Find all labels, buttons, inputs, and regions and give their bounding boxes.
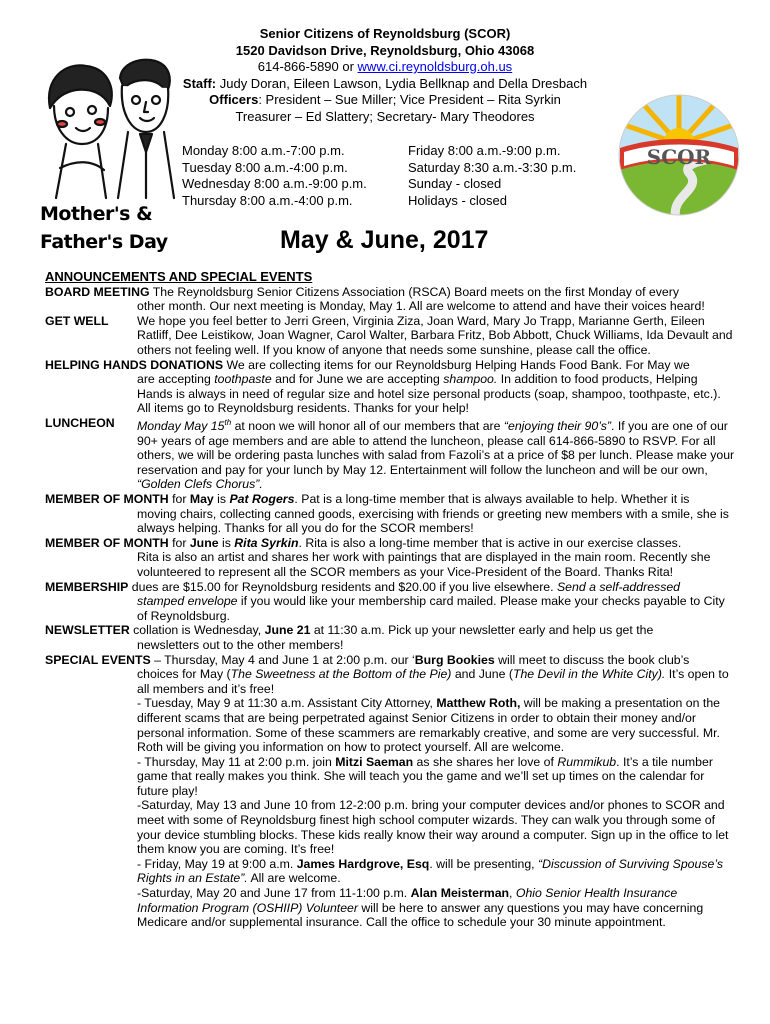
special-events: SPECIAL EVENTS – Thursday, May 4 and June 1 at 2:00 p.m. our ‘Burg Bookies will meet to discuss the book club’s: [45, 652, 690, 667]
hours-sunday: Sunday - closed: [408, 176, 502, 191]
hours-holidays: Holidays - closed: [408, 192, 507, 208]
hours-left: [182, 143, 367, 209]
member-of-month-june: MEMBER OF MONTH for June is Rita Syrkin. Rita is also a long-time member that is active in our exercise classes.: [45, 535, 682, 550]
hours-friday: Friday 8:00 a.m.-9:00 p.m.: [408, 143, 561, 158]
get-well: GET WELL We hope you feel better to Jerri Green, Virginia Ziza, Joan Ward, Mary Jo Trapp, Marianne Gerth, Eileen Ratliff, Dee Leistikow, Joan Wagner, Carol Walter, Barbara Fritz, Bob Abbott, Chuck Williams, Ida Devault and others not feeling well. If you know of anyone that needs some sunshine, please call the office.: [45, 313, 733, 357]
couple-illustration: [36, 48, 186, 200]
hours-saturday: Saturday 8:30 a.m.-3:30 p.m.: [408, 159, 577, 175]
section-title: ANNOUNCEMENTS AND SPECIAL EVENTS: [45, 269, 313, 284]
holiday-line-1: Mother's &: [40, 203, 153, 225]
hours-monday: Monday 8:00 a.m.-7:00 p.m.: [182, 143, 345, 158]
announcements: [45, 270, 735, 930]
org-name: Senior Citizens of Reynoldsburg (SCOR): [259, 26, 511, 41]
membership: MEMBERSHIP dues are $15.00 for Reynoldsburg residents and $20.00 if you live elsewhere. Send a self-addressed: [45, 579, 681, 594]
logo-text: SCOR: [646, 145, 712, 169]
org-address: 1520 Davidson Drive, Reynoldsburg, Ohio 43068: [235, 42, 535, 58]
helping-hands-cont: are accepting toothpaste and for June we are accepting shampoo. In addition to food products, Helping Hands is always in need of regular size and hotel size personal products (soap, shampoo, toothpaste, etc.). All items go to Reynoldsburg residents. Thanks for your help!: [137, 372, 721, 416]
luncheon: LUNCHEON Monday May 15th at noon we will honor all of our members that are “enjoying their 90’s”. If you are one of our 90+ years of age members and are able to attend the luncheon, please call 614-866-5890 to RSVP. For all others, we will be ordering pasta lunches with salad from Fazoli’s at a price of $8 per lunch. Please make your reservation and pay for your lunch by May 12. Entertainment will follow the luncheon and will be our own, “Golden Clefs Chorus”.: [45, 415, 735, 492]
special-event-scams: - Tuesday, May 9 at 11:30 a.m. Assistant City Attorney, Matthew Roth, will be making a presentation on the different scams that are being perpetrated against Senior Citizens in order to obtain their money and/or personal information. Some of these scammers are remarkably creative, and some are very successful. Mr. Roth will be giving you information on how to protect yourself. All are welcome.: [137, 696, 720, 755]
board-meeting: BOARD MEETING The Reynoldsburg Senior Citizens Association (RSCA) Board meets on the first Monday of every: [45, 284, 679, 299]
membership-cont: stamped envelope if you would like your membership card mailed. Please make your checks payable to City of Reynoldsburg.: [137, 594, 725, 623]
special-events-book-club: choices for May (The Sweetness at the Bottom of the Pie) and June (The Devil in the White City). It’s open to all members and it’s free!: [137, 667, 729, 696]
phone: 614-866-5890 or: [257, 59, 358, 74]
officers-line-2: Treasurer – Ed Slattery; Secretary- Mary Theodores: [235, 108, 535, 124]
hours-thursday: Thursday 8:00 a.m.-4:00 p.m.: [182, 192, 353, 208]
issue-title: May & June, 2017: [280, 226, 489, 254]
board-label: BOARD MEETING: [45, 284, 150, 299]
member-of-month-june-cont: Rita is also an artist and shares her work with paintings that are displayed in the main room. Recently she volunteered to represent all the SCOR members as your Vice-President of the Board. Thanks Rita!: [137, 550, 711, 579]
luncheon-label: LUNCHEON: [45, 415, 115, 430]
helping-hands: HELPING HANDS DONATIONS We are collecting items for our Reynoldsburg Helping Hands Food Bank. For May we: [45, 357, 690, 372]
officers-names: : President – Sue Miller; Vice President – Rita Syrkin: [258, 92, 561, 107]
special-event-computers: -Saturday, May 13 and June 10 from 12-2:00 p.m. bring your computer devices and/or phones to SCOR and meet with some of Reynoldsburg finest high school computer wizards. They can walk you through some of your device stumbling blocks. These kids really know their way around a computer. Sign up in the office to let them know you are coming. It’s free!: [137, 798, 729, 857]
special-event-rummikub: - Thursday, May 11 at 2:00 p.m. join Mitzi Saeman as she shares her love of Rummikub. It’s a tile number game that really makes you think. She will teach you the game and we’ll set up times on the calendar for future play!: [137, 754, 713, 798]
holiday-caption: [40, 200, 168, 256]
website-link[interactable]: www.ci.reynoldsburg.oh.us: [357, 59, 513, 74]
member-of-month-may: MEMBER OF MONTH for May is Pat Rogers. Pat is a long-time member that is always available to help. Whether it is: [45, 492, 690, 506]
member-of-month-may-cont: moving chairs, collecting canned goods, exercising with friends or greeting new members with a smile, she is always helping. Thanks for all you do for the SCOR members!: [137, 506, 729, 536]
staff-label: Staff:: [182, 75, 217, 91]
scor-logo: [616, 92, 742, 218]
getwell-label: GET WELL: [45, 313, 109, 328]
helping-label: HELPING HANDS DONATIONS: [45, 357, 224, 372]
special-event-estate: - Friday, May 19 at 9:00 a.m. James Hardgrove, Esq. will be presenting, “Discussion of Surviving Spouse’s Rights in an Estate”. All are welcome.: [137, 856, 723, 886]
staff-names: Judy Doran, Eileen Lawson, Lydia Bellknap and Della Dresbach: [216, 75, 588, 91]
hours-tuesday: Tuesday 8:00 a.m.-4:00 p.m.: [182, 159, 348, 175]
hours-right: [408, 143, 576, 209]
hours-wednesday: Wednesday 8:00 a.m.-9:00 p.m.: [182, 176, 367, 191]
board-meeting-cont: other month. Our next meeting is Monday, May 1. All are welcome to attend and have their voices heard!: [137, 299, 705, 314]
holiday-line-2: Father's Day: [40, 231, 168, 253]
newsletter: NEWSLETTER collation is Wednesday, June 21 at 11:30 a.m. Pick up your newsletter early and help us get the: [45, 623, 654, 638]
officers-label: Officers: [209, 92, 259, 107]
special-event-medicare: -Saturday, May 20 and June 17 from 11-1:00 p.m. Alan Meisterman, Ohio Senior Health Insurance Information Program (OSHIIP) Volunteer will be here to answer any questions you may have concerning Medicare and/or supplemental insurance. Call the office to schedule your 30 minute appointment.: [137, 886, 704, 930]
newsletter-cont: newsletters out to the other members!: [137, 637, 344, 652]
